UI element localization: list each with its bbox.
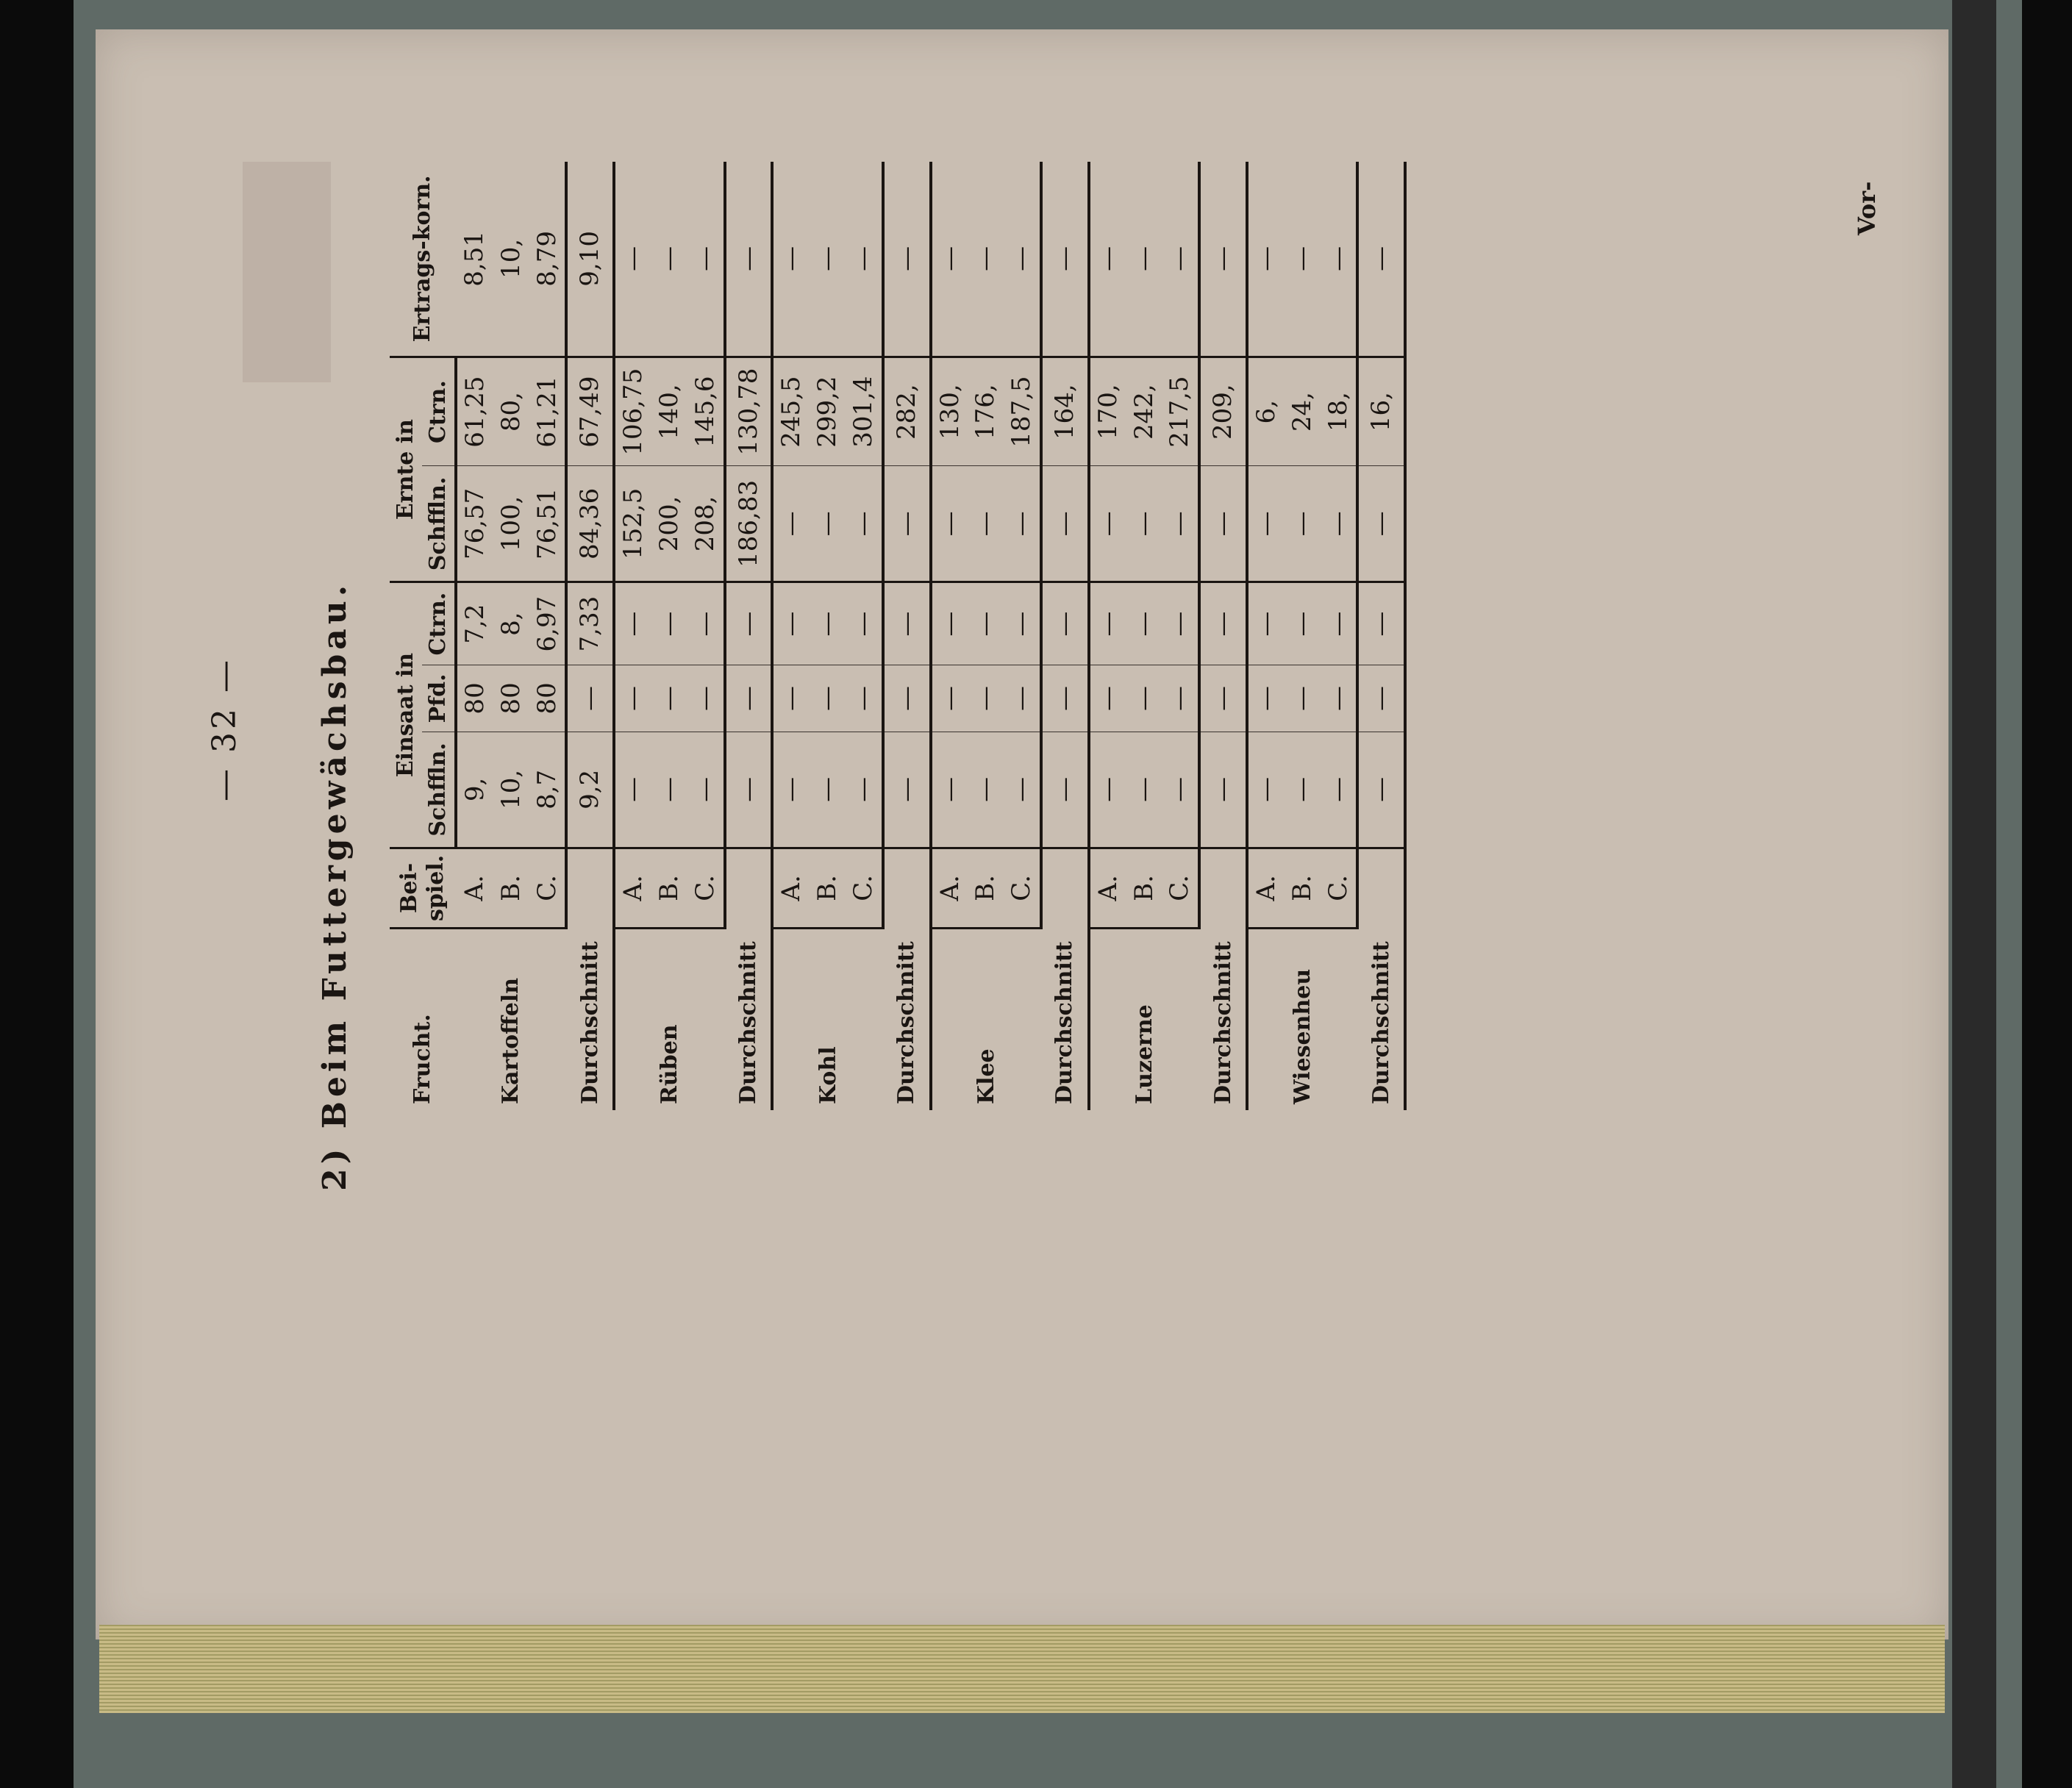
cell-korn: —	[1089, 162, 1126, 357]
cell-e-schffl: —	[1321, 732, 1358, 848]
avg-e-pfd: —	[566, 665, 614, 732]
avg-e-schffl: —	[1041, 732, 1089, 848]
header-frucht: Frucht.	[410, 1014, 435, 1104]
section-title: 2) Beim Futtergewächsbau.	[316, 580, 354, 1191]
avg-korn: —	[883, 162, 931, 357]
cell-e-pfd: —	[687, 665, 725, 732]
avg-e-ctrn: —	[1041, 582, 1089, 665]
cell-e-schffl: —	[1004, 732, 1041, 848]
example-id: C.	[1162, 848, 1199, 928]
cell-e-ctrn: —	[651, 582, 687, 665]
cell-r-ctrn: 80,	[493, 357, 529, 466]
cell-r-ctrn: 299,2	[810, 357, 846, 466]
example-id: A.	[772, 848, 810, 928]
cell-r-ctrn: 176,	[968, 357, 1004, 466]
cell-e-schffl: —	[614, 732, 651, 848]
cell-korn: —	[1162, 162, 1199, 357]
avg-korn: 9,10	[566, 162, 614, 357]
avg-r-ctrn: 67,49	[566, 357, 614, 466]
cell-e-schffl: —	[1285, 732, 1321, 848]
average-label: Durchschnitt	[1041, 848, 1089, 1110]
cell-e-pfd: —	[772, 665, 810, 732]
cell-korn: —	[931, 162, 968, 357]
crop-name: Klee	[973, 1048, 999, 1104]
example-id: A.	[1089, 848, 1126, 928]
cell-e-schffl: —	[810, 732, 846, 848]
cell-e-ctrn: —	[1004, 582, 1041, 665]
avg-e-schffl: 9,2	[566, 732, 614, 848]
avg-e-schffl: —	[725, 732, 773, 848]
cell-e-ctrn: —	[1247, 582, 1285, 665]
average-label: Durchschnitt	[1357, 848, 1405, 1110]
cell-r-schffl: 76,51	[529, 466, 567, 582]
avg-e-ctrn: —	[1199, 582, 1247, 665]
table-row	[1247, 162, 1285, 1110]
cell-r-schffl: —	[1004, 466, 1041, 582]
header-beispiel: Bei-spiel.	[390, 848, 456, 928]
avg-e-schffl: —	[1357, 732, 1405, 848]
cell-r-ctrn: 130,	[931, 357, 968, 466]
cell-r-schffl: 152,5	[614, 466, 651, 582]
avg-e-pfd: —	[725, 665, 773, 732]
avg-r-ctrn: 130,78	[725, 357, 773, 466]
cell-e-pfd: 80	[529, 665, 567, 732]
table-row	[772, 162, 810, 1110]
cell-r-schffl: —	[1247, 466, 1285, 582]
header-ernte: Ernte in	[390, 357, 422, 582]
example-id: C.	[1321, 848, 1358, 928]
cell-r-ctrn: 145,6	[687, 357, 725, 466]
cell-e-pfd: —	[1126, 665, 1162, 732]
cell-e-ctrn: —	[1321, 582, 1358, 665]
example-id: A.	[1247, 848, 1285, 928]
subheader-einsaat-schffl: Schffln.	[422, 732, 456, 848]
avg-korn: —	[1357, 162, 1405, 357]
cell-r-ctrn: 242,	[1126, 357, 1162, 466]
average-row	[1357, 162, 1405, 1110]
avg-e-ctrn: —	[725, 582, 773, 665]
example-id: A.	[614, 848, 651, 928]
cell-r-schffl: —	[968, 466, 1004, 582]
average-label: Durchschnitt	[566, 848, 614, 1110]
avg-e-schffl: —	[1199, 732, 1247, 848]
cell-e-schffl: —	[687, 732, 725, 848]
example-id: C.	[1004, 848, 1041, 928]
cell-e-ctrn: —	[687, 582, 725, 665]
example-id: B.	[1126, 848, 1162, 928]
cell-e-ctrn: —	[1089, 582, 1126, 665]
cell-e-pfd: —	[968, 665, 1004, 732]
cell-r-ctrn: 18,	[1321, 357, 1358, 466]
avg-r-schffl: —	[1041, 466, 1089, 582]
table-row	[614, 162, 651, 1110]
avg-e-ctrn: —	[883, 582, 931, 665]
header-ertragskorn: Ertrags-korn.	[390, 162, 456, 357]
cell-r-ctrn: 61,25	[456, 357, 493, 466]
cell-r-schffl: —	[1162, 466, 1199, 582]
cell-e-schffl: 9,	[456, 732, 493, 848]
cell-e-pfd: —	[1247, 665, 1285, 732]
cell-r-ctrn: 217,5	[1162, 357, 1199, 466]
example-id: A.	[456, 848, 493, 928]
cell-e-ctrn: —	[1162, 582, 1199, 665]
example-id: B.	[493, 848, 529, 928]
cell-e-pfd: —	[614, 665, 651, 732]
avg-e-pfd: —	[1357, 665, 1405, 732]
crop-name: Kartoffeln	[498, 977, 524, 1104]
cell-r-ctrn: 6,	[1247, 357, 1285, 466]
avg-e-pfd: —	[1199, 665, 1247, 732]
avg-e-pfd: —	[1041, 665, 1089, 732]
yield-table	[390, 162, 1407, 1110]
cell-e-schffl: —	[772, 732, 810, 848]
cell-korn: 8,51	[456, 162, 493, 357]
cell-korn: —	[1004, 162, 1041, 357]
subheader-einsaat-ctrn: Ctrn.	[422, 582, 456, 665]
cell-e-schffl: —	[1247, 732, 1285, 848]
avg-e-ctrn: —	[1357, 582, 1405, 665]
example-id: B.	[968, 848, 1004, 928]
cell-e-schffl: 10,	[493, 732, 529, 848]
avg-r-schffl: —	[1357, 466, 1405, 582]
cell-korn: —	[687, 162, 725, 357]
cell-r-schffl: 208,	[687, 466, 725, 582]
cell-r-schffl: 200,	[651, 466, 687, 582]
cell-korn: —	[651, 162, 687, 357]
table-row	[931, 162, 968, 1110]
page-number: — 32 —	[206, 657, 243, 801]
cell-r-ctrn: 170,	[1089, 357, 1126, 466]
avg-r-schffl: —	[883, 466, 931, 582]
cell-r-ctrn: 61,21	[529, 357, 567, 466]
avg-e-ctrn: 7,33	[566, 582, 614, 665]
cell-korn: —	[810, 162, 846, 357]
average-label: Durchschnitt	[1199, 848, 1247, 1110]
cell-e-pfd: —	[651, 665, 687, 732]
cell-e-ctrn: 6,97	[529, 582, 567, 665]
subheader-ernte-ctrn: Ctrn.	[422, 357, 456, 466]
cell-e-schffl: 8,7	[529, 732, 567, 848]
cell-r-ctrn: 140,	[651, 357, 687, 466]
book-spine	[1952, 0, 1996, 1788]
example-id: A.	[931, 848, 968, 928]
cell-korn: —	[968, 162, 1004, 357]
cell-e-schffl: —	[1126, 732, 1162, 848]
avg-korn: —	[725, 162, 773, 357]
average-label: Durchschnitt	[883, 848, 931, 1110]
cell-e-ctrn: —	[846, 582, 883, 665]
cell-korn: —	[846, 162, 883, 357]
cell-r-schffl: —	[1126, 466, 1162, 582]
average-row	[566, 162, 614, 1110]
avg-r-ctrn: 282,	[883, 357, 931, 466]
cell-e-ctrn: 8,	[493, 582, 529, 665]
subheader-einsaat-pfd: Pfd.	[422, 665, 456, 732]
example-id: C.	[687, 848, 725, 928]
cell-korn: —	[1247, 162, 1285, 357]
cell-r-ctrn: 187,5	[1004, 357, 1041, 466]
cell-r-ctrn: 245,5	[772, 357, 810, 466]
table-row	[456, 162, 493, 1110]
cell-r-ctrn: 301,4	[846, 357, 883, 466]
avg-korn: —	[1041, 162, 1089, 357]
cell-r-schffl: —	[1321, 466, 1358, 582]
cell-e-pfd: —	[1089, 665, 1126, 732]
cell-e-schffl: —	[846, 732, 883, 848]
yield-table-wrapper	[390, 162, 1407, 1110]
average-row	[1199, 162, 1247, 1110]
avg-e-pfd: —	[883, 665, 931, 732]
avg-r-schffl: 186,83	[725, 466, 773, 582]
cell-r-schffl: —	[810, 466, 846, 582]
cell-r-ctrn: 106,75	[614, 357, 651, 466]
average-row	[725, 162, 773, 1110]
cell-r-schffl: —	[772, 466, 810, 582]
crop-name: Luzerne	[1131, 1004, 1157, 1104]
cell-e-schffl: —	[1162, 732, 1199, 848]
cell-e-ctrn: —	[968, 582, 1004, 665]
example-id: B.	[651, 848, 687, 928]
cell-e-ctrn: —	[772, 582, 810, 665]
example-id: B.	[1285, 848, 1321, 928]
cell-e-schffl: —	[651, 732, 687, 848]
avg-r-schffl: 84,36	[566, 466, 614, 582]
average-row	[1041, 162, 1089, 1110]
avg-r-ctrn: 16,	[1357, 357, 1405, 466]
avg-e-schffl: —	[883, 732, 931, 848]
crop-name: Rüben	[657, 1024, 683, 1104]
subheader-ernte-schffl: Schffln.	[422, 466, 456, 582]
cell-e-ctrn: —	[810, 582, 846, 665]
cell-korn: —	[1321, 162, 1358, 357]
example-id: B.	[810, 848, 846, 928]
cell-r-schffl: —	[1089, 466, 1126, 582]
header-einsaat: Einsaat in	[390, 582, 422, 848]
cell-e-pfd: 80	[456, 665, 493, 732]
cell-e-schffl: —	[1089, 732, 1126, 848]
cell-e-pfd: —	[1004, 665, 1041, 732]
cell-e-pfd: —	[1285, 665, 1321, 732]
cell-e-ctrn: —	[614, 582, 651, 665]
cell-r-ctrn: 24,	[1285, 357, 1321, 466]
example-id: C.	[846, 848, 883, 928]
cell-e-schffl: —	[931, 732, 968, 848]
cell-korn: —	[1285, 162, 1321, 357]
cell-e-pfd: 80	[493, 665, 529, 732]
table-body	[456, 162, 1405, 1110]
cell-e-schffl: —	[968, 732, 1004, 848]
cell-r-schffl: 100,	[493, 466, 529, 582]
avg-r-ctrn: 164,	[1041, 357, 1089, 466]
cell-r-schffl: —	[931, 466, 968, 582]
cell-e-ctrn: —	[931, 582, 968, 665]
cell-r-schffl: 76,57	[456, 466, 493, 582]
cell-r-schffl: —	[846, 466, 883, 582]
avg-r-schffl: —	[1199, 466, 1247, 582]
avg-r-ctrn: 209,	[1199, 357, 1247, 466]
cell-korn: —	[1126, 162, 1162, 357]
cell-korn: —	[614, 162, 651, 357]
catchword: Vor-	[1853, 181, 1881, 235]
average-label: Durchschnitt	[725, 848, 773, 1110]
cell-e-pfd: —	[931, 665, 968, 732]
cell-r-schffl: —	[1285, 466, 1321, 582]
avg-korn: —	[1199, 162, 1247, 357]
cell-e-pfd: —	[1162, 665, 1199, 732]
page-content	[81, 103, 1934, 1647]
cell-e-ctrn: —	[1285, 582, 1321, 665]
cell-e-pfd: —	[810, 665, 846, 732]
cell-korn: —	[772, 162, 810, 357]
example-id: C.	[529, 848, 567, 928]
average-row	[883, 162, 931, 1110]
cell-e-ctrn: 7,2	[456, 582, 493, 665]
cell-e-pfd: —	[846, 665, 883, 732]
table-row	[1089, 162, 1126, 1110]
cell-korn: 10,	[493, 162, 529, 357]
cell-e-pfd: —	[1321, 665, 1358, 732]
crop-name: Wiesenheu	[1290, 968, 1316, 1104]
cell-korn: 8,79	[529, 162, 567, 357]
cell-e-ctrn: —	[1126, 582, 1162, 665]
crop-name: Kohl	[815, 1046, 841, 1104]
